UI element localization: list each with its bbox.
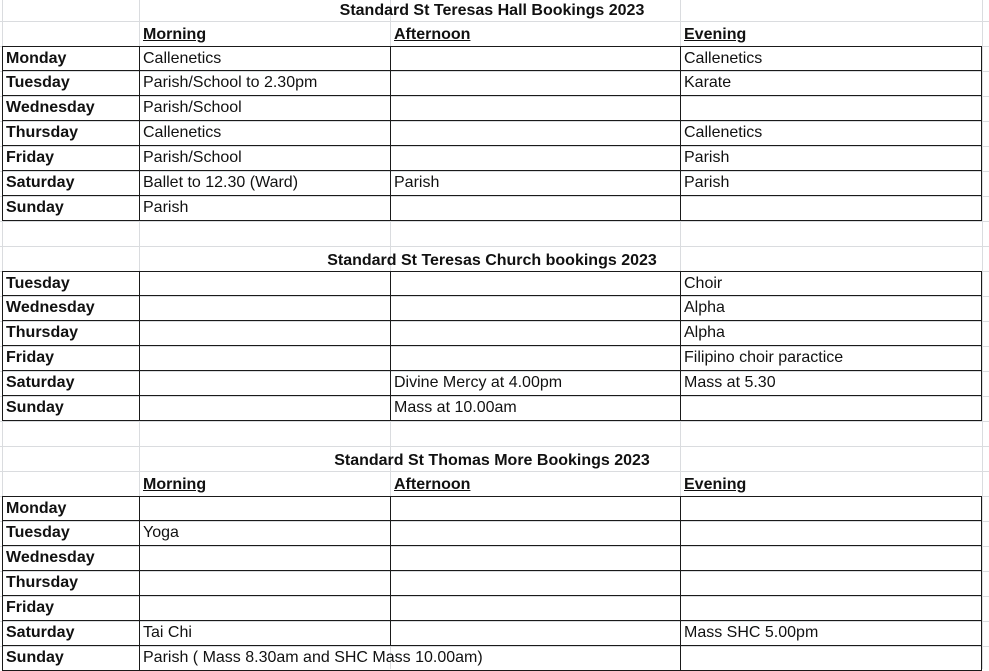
table-row [2, 71, 982, 96]
morning-cell[interactable] [139, 396, 390, 421]
day-cell[interactable]: Friday [2, 146, 139, 171]
morning-cell[interactable]: Yoga [139, 521, 390, 546]
gridline [0, 246, 989, 247]
table-row [2, 496, 982, 521]
afternoon-cell[interactable] [390, 96, 680, 121]
table-row [2, 596, 982, 621]
evening-header[interactable]: Evening [684, 26, 747, 43]
table-row [2, 621, 982, 646]
table-row [2, 396, 982, 421]
stm-title[interactable]: Standard St Thomas More Bookings 2023 [334, 452, 650, 469]
gridline [982, 0, 983, 669]
evening-cell[interactable]: Alpha [680, 321, 982, 346]
evening-cell[interactable]: Callenetics [680, 121, 982, 146]
day-cell[interactable]: Wednesday [2, 96, 139, 121]
day-cell[interactable]: Sunday [2, 646, 139, 671]
morning-cell[interactable]: Parish ( Mass 8.30am and SHC Mass 10.00am) [139, 646, 680, 671]
gridline [0, 446, 989, 447]
day-cell[interactable]: Sunday [2, 196, 139, 221]
afternoon-cell[interactable]: Parish [390, 171, 680, 196]
evening-header[interactable]: Evening [684, 476, 747, 493]
evening-cell[interactable]: Parish [680, 146, 982, 171]
afternoon-cell[interactable] [390, 146, 680, 171]
church-title[interactable]: Standard St Teresas Church bookings 2023 [327, 252, 657, 269]
day-cell[interactable]: Monday [2, 46, 139, 71]
gridline [0, 221, 989, 222]
morning-cell[interactable] [139, 296, 390, 321]
evening-cell[interactable] [680, 546, 982, 571]
day-cell[interactable]: Saturday [2, 371, 139, 396]
morning-cell[interactable] [139, 496, 390, 521]
morning-cell[interactable]: Ballet to 12.30 (Ward) [139, 171, 390, 196]
day-cell[interactable]: Thursday [2, 121, 139, 146]
table-row [2, 271, 982, 296]
afternoon-cell[interactable] [390, 121, 680, 146]
day-cell[interactable]: Thursday [2, 571, 139, 596]
evening-cell[interactable] [680, 521, 982, 546]
table-row [2, 521, 982, 546]
day-cell[interactable]: Tuesday [2, 71, 139, 96]
evening-cell[interactable]: Mass SHC 5.00pm [680, 621, 982, 646]
day-cell[interactable]: Wednesday [2, 546, 139, 571]
table-row [2, 96, 982, 121]
day-cell[interactable]: Monday [2, 496, 139, 521]
evening-cell[interactable]: Choir [680, 271, 982, 296]
afternoon-cell[interactable] [390, 71, 680, 96]
morning-cell[interactable]: Parish [139, 196, 390, 221]
evening-cell[interactable]: Parish [680, 171, 982, 196]
afternoon-cell[interactable] [390, 346, 680, 371]
day-cell[interactable]: Saturday [2, 621, 139, 646]
afternoon-cell[interactable] [390, 571, 680, 596]
afternoon-cell[interactable]: Mass at 10.00am [390, 396, 680, 421]
table-row [2, 121, 982, 146]
table-row [2, 546, 982, 571]
evening-cell[interactable] [680, 596, 982, 621]
day-cell[interactable]: Thursday [2, 321, 139, 346]
stm-header-row [2, 472, 982, 497]
morning-cell[interactable]: Callenetics [139, 121, 390, 146]
evening-cell[interactable]: Karate [680, 71, 982, 96]
evening-cell[interactable]: Alpha [680, 296, 982, 321]
table-row [2, 196, 982, 221]
day-cell[interactable]: Friday [2, 596, 139, 621]
morning-cell[interactable] [139, 546, 390, 571]
morning-cell[interactable] [139, 271, 390, 296]
morning-cell[interactable]: Parish/School to 2.30pm [139, 71, 390, 96]
table-row [2, 646, 982, 671]
evening-cell[interactable] [680, 646, 982, 671]
table-row [2, 171, 982, 196]
afternoon-cell[interactable] [390, 521, 680, 546]
evening-cell[interactable] [680, 571, 982, 596]
table-row [2, 571, 982, 596]
gridline [0, 421, 989, 422]
morning-cell[interactable]: Callenetics [139, 46, 390, 71]
morning-cell[interactable] [139, 321, 390, 346]
hall-header-row [2, 22, 982, 47]
table-row [2, 146, 982, 171]
afternoon-cell[interactable] [390, 296, 680, 321]
table-row [2, 371, 982, 396]
day-cell[interactable]: Wednesday [2, 296, 139, 321]
afternoon-cell[interactable] [390, 321, 680, 346]
evening-cell[interactable] [680, 196, 982, 221]
morning-cell[interactable]: Parish/School [139, 96, 390, 121]
evening-cell[interactable]: Filipino choir paractice [680, 346, 982, 371]
table-row [2, 296, 982, 321]
afternoon-cell[interactable] [390, 621, 680, 646]
morning-cell[interactable] [139, 371, 390, 396]
table-row [2, 346, 982, 371]
evening-cell[interactable]: Mass at 5.30 [680, 371, 982, 396]
morning-cell[interactable] [139, 571, 390, 596]
afternoon-cell[interactable] [390, 496, 680, 521]
evening-cell[interactable] [680, 96, 982, 121]
afternoon-cell[interactable]: Divine Mercy at 4.00pm [390, 371, 680, 396]
afternoon-cell[interactable] [390, 271, 680, 296]
afternoon-header[interactable]: Afternoon [394, 26, 471, 43]
afternoon-header[interactable]: Afternoon [394, 476, 471, 493]
table-row [2, 321, 982, 346]
morning-cell[interactable]: Parish/School [139, 146, 390, 171]
day-cell[interactable]: Tuesday [2, 271, 139, 296]
morning-header[interactable]: Morning [143, 476, 207, 493]
morning-cell[interactable]: Tai Chi [139, 621, 390, 646]
evening-cell[interactable] [680, 396, 982, 421]
table-row [2, 46, 982, 71]
evening-cell[interactable]: Callenetics [680, 46, 982, 71]
afternoon-cell[interactable] [390, 546, 680, 571]
morning-cell[interactable] [139, 346, 390, 371]
morning-cell[interactable] [139, 596, 390, 621]
day-cell[interactable]: Tuesday [2, 521, 139, 546]
day-cell[interactable]: Sunday [2, 396, 139, 421]
evening-cell[interactable] [680, 496, 982, 521]
hall-title[interactable]: Standard St Teresas Hall Bookings 2023 [339, 2, 645, 19]
morning-header[interactable]: Morning [143, 26, 207, 43]
day-cell[interactable]: Saturday [2, 171, 139, 196]
day-cell[interactable]: Friday [2, 346, 139, 371]
afternoon-cell[interactable] [390, 596, 680, 621]
afternoon-cell[interactable] [390, 196, 680, 221]
afternoon-cell[interactable] [390, 46, 680, 71]
